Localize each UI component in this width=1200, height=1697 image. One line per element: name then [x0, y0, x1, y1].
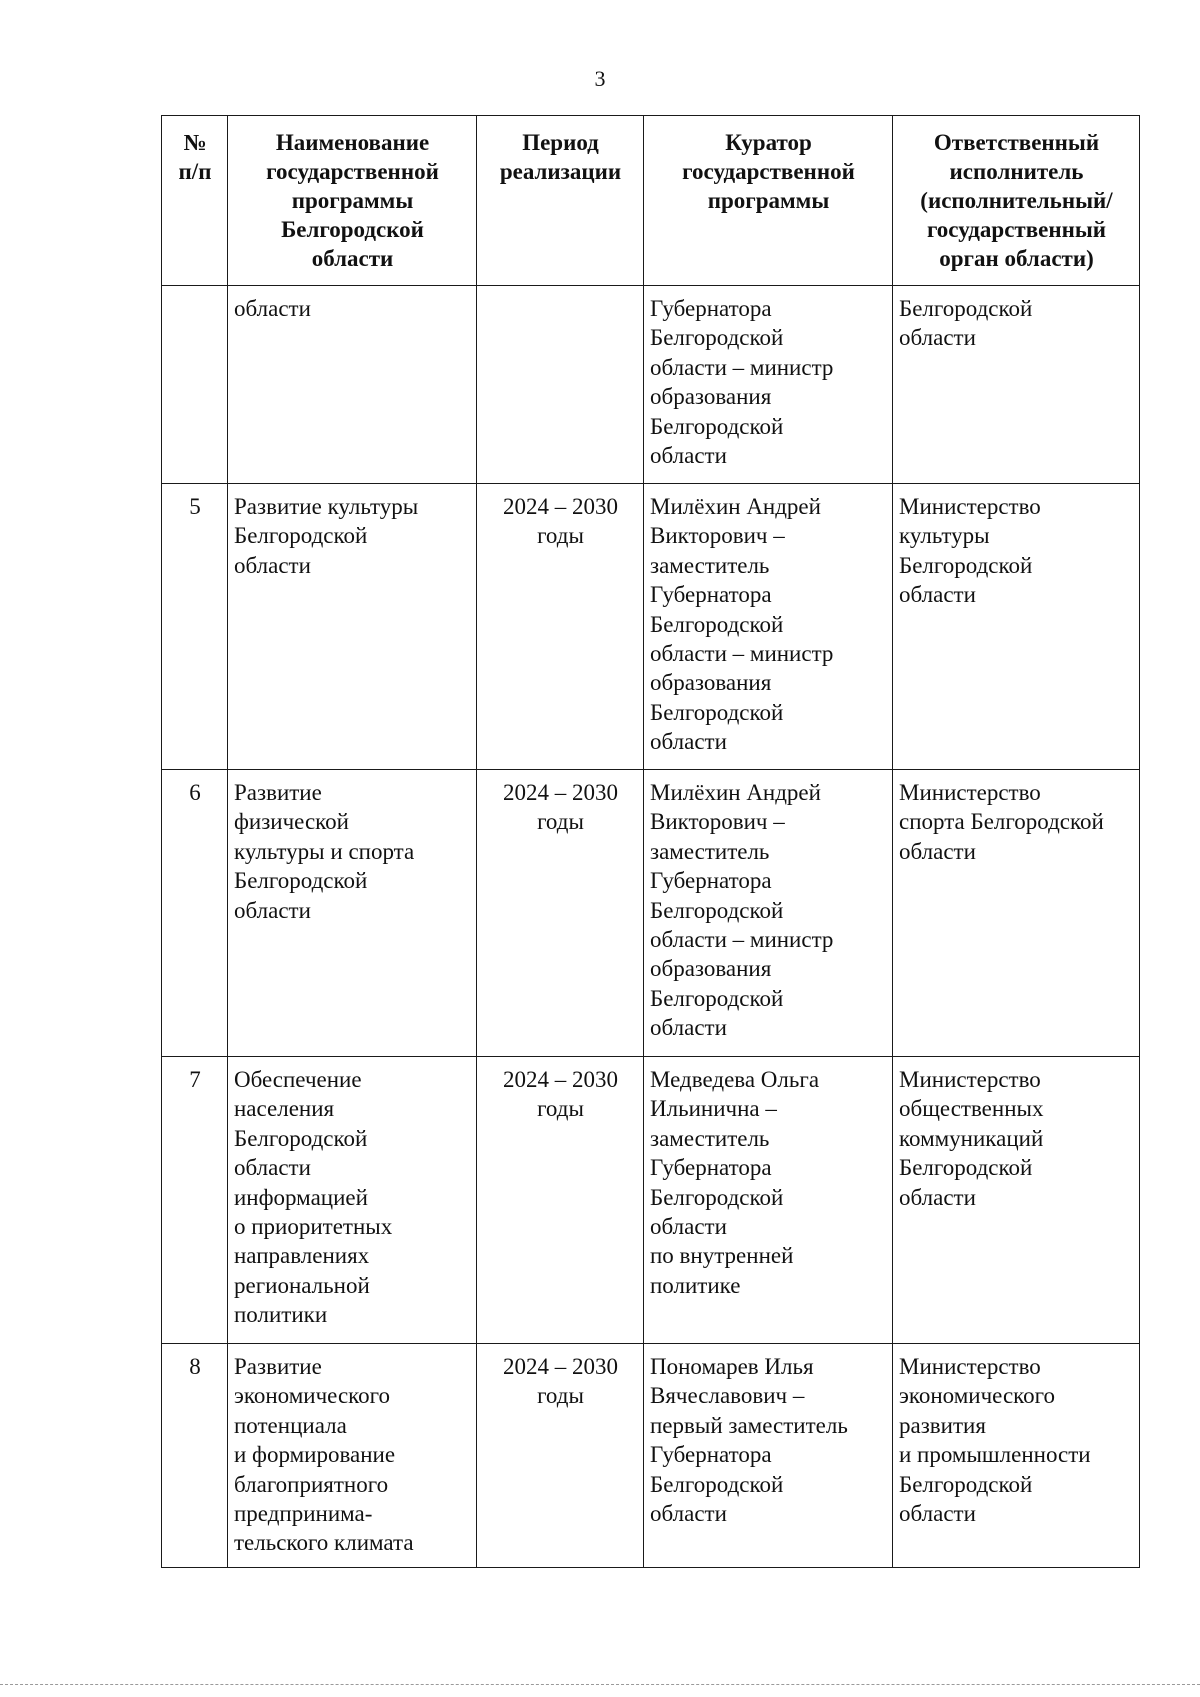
cell-executor: Министерство культуры Белгородской области — [893, 484, 1140, 770]
header-curator: Куратор государственной программы — [644, 116, 893, 286]
cell-executor: Министерство экономического развития и промышленности Белгородской области — [893, 1344, 1140, 1568]
cell-number: 5 — [162, 484, 228, 770]
cell-number: 8 — [162, 1344, 228, 1568]
cell-program-name: Развитие физической культуры и спорта Белгородской области — [228, 770, 477, 1057]
cell-period: 2024 – 2030 годы — [477, 1057, 644, 1344]
header-period: Период реализации — [477, 116, 644, 286]
cell-period: 2024 – 2030 годы — [477, 770, 644, 1057]
cell-number — [162, 286, 228, 484]
table-row — [162, 1344, 1140, 1568]
cell-number: 7 — [162, 1057, 228, 1344]
cell-curator: Медведева Ольга Ильинична – заместитель Губернатора Белгородской области по внутренней политике — [644, 1057, 893, 1344]
cell-period: 2024 – 2030 годы — [477, 1344, 644, 1568]
table-row — [162, 286, 1140, 484]
state-programs-table — [161, 115, 1140, 1568]
table-row — [162, 484, 1140, 770]
cell-executor: Белгородской области — [893, 286, 1140, 484]
page-number: 3 — [594, 66, 606, 91]
cell-program-name: области — [228, 286, 477, 484]
cell-program-name: Развитие экономического потенциала и формирование благоприятного предпринима- тельского климата — [228, 1344, 477, 1568]
cell-program-name: Обеспечение населения Белгородской области информацией о приоритетных направлениях региональной политики — [228, 1057, 477, 1344]
cell-curator: Губернатора Белгородской области – министр образования Белгородской области — [644, 286, 893, 484]
cell-number: 6 — [162, 770, 228, 1057]
header-number: № п/п — [162, 116, 228, 286]
header-program-name: Наименование государственной программы Белгородской области — [228, 116, 477, 286]
scan-edge-divider — [0, 1684, 1200, 1685]
header-executor: Ответственный исполнитель (исполнительный/ государственный орган области) — [893, 116, 1140, 286]
cell-period — [477, 286, 644, 484]
cell-program-name: Развитие культуры Белгородской области — [228, 484, 477, 770]
cell-curator: Пономарев Илья Вячеславович – первый заместитель Губернатора Белгородской области — [644, 1344, 893, 1568]
cell-curator: Милёхин Андрей Викторович – заместитель Губернатора Белгородской области – министр образования Белгородской области — [644, 770, 893, 1057]
cell-period: 2024 – 2030 годы — [477, 484, 644, 770]
table-row — [162, 770, 1140, 1057]
cell-curator: Милёхин Андрей Викторович – заместитель Губернатора Белгородской области – министр образования Белгородской области — [644, 484, 893, 770]
cell-executor: Министерство спорта Белгородской области — [893, 770, 1140, 1057]
cell-executor: Министерство общественных коммуникаций Белгородской области — [893, 1057, 1140, 1344]
table-header-row — [162, 116, 1140, 286]
table-row — [162, 1057, 1140, 1344]
